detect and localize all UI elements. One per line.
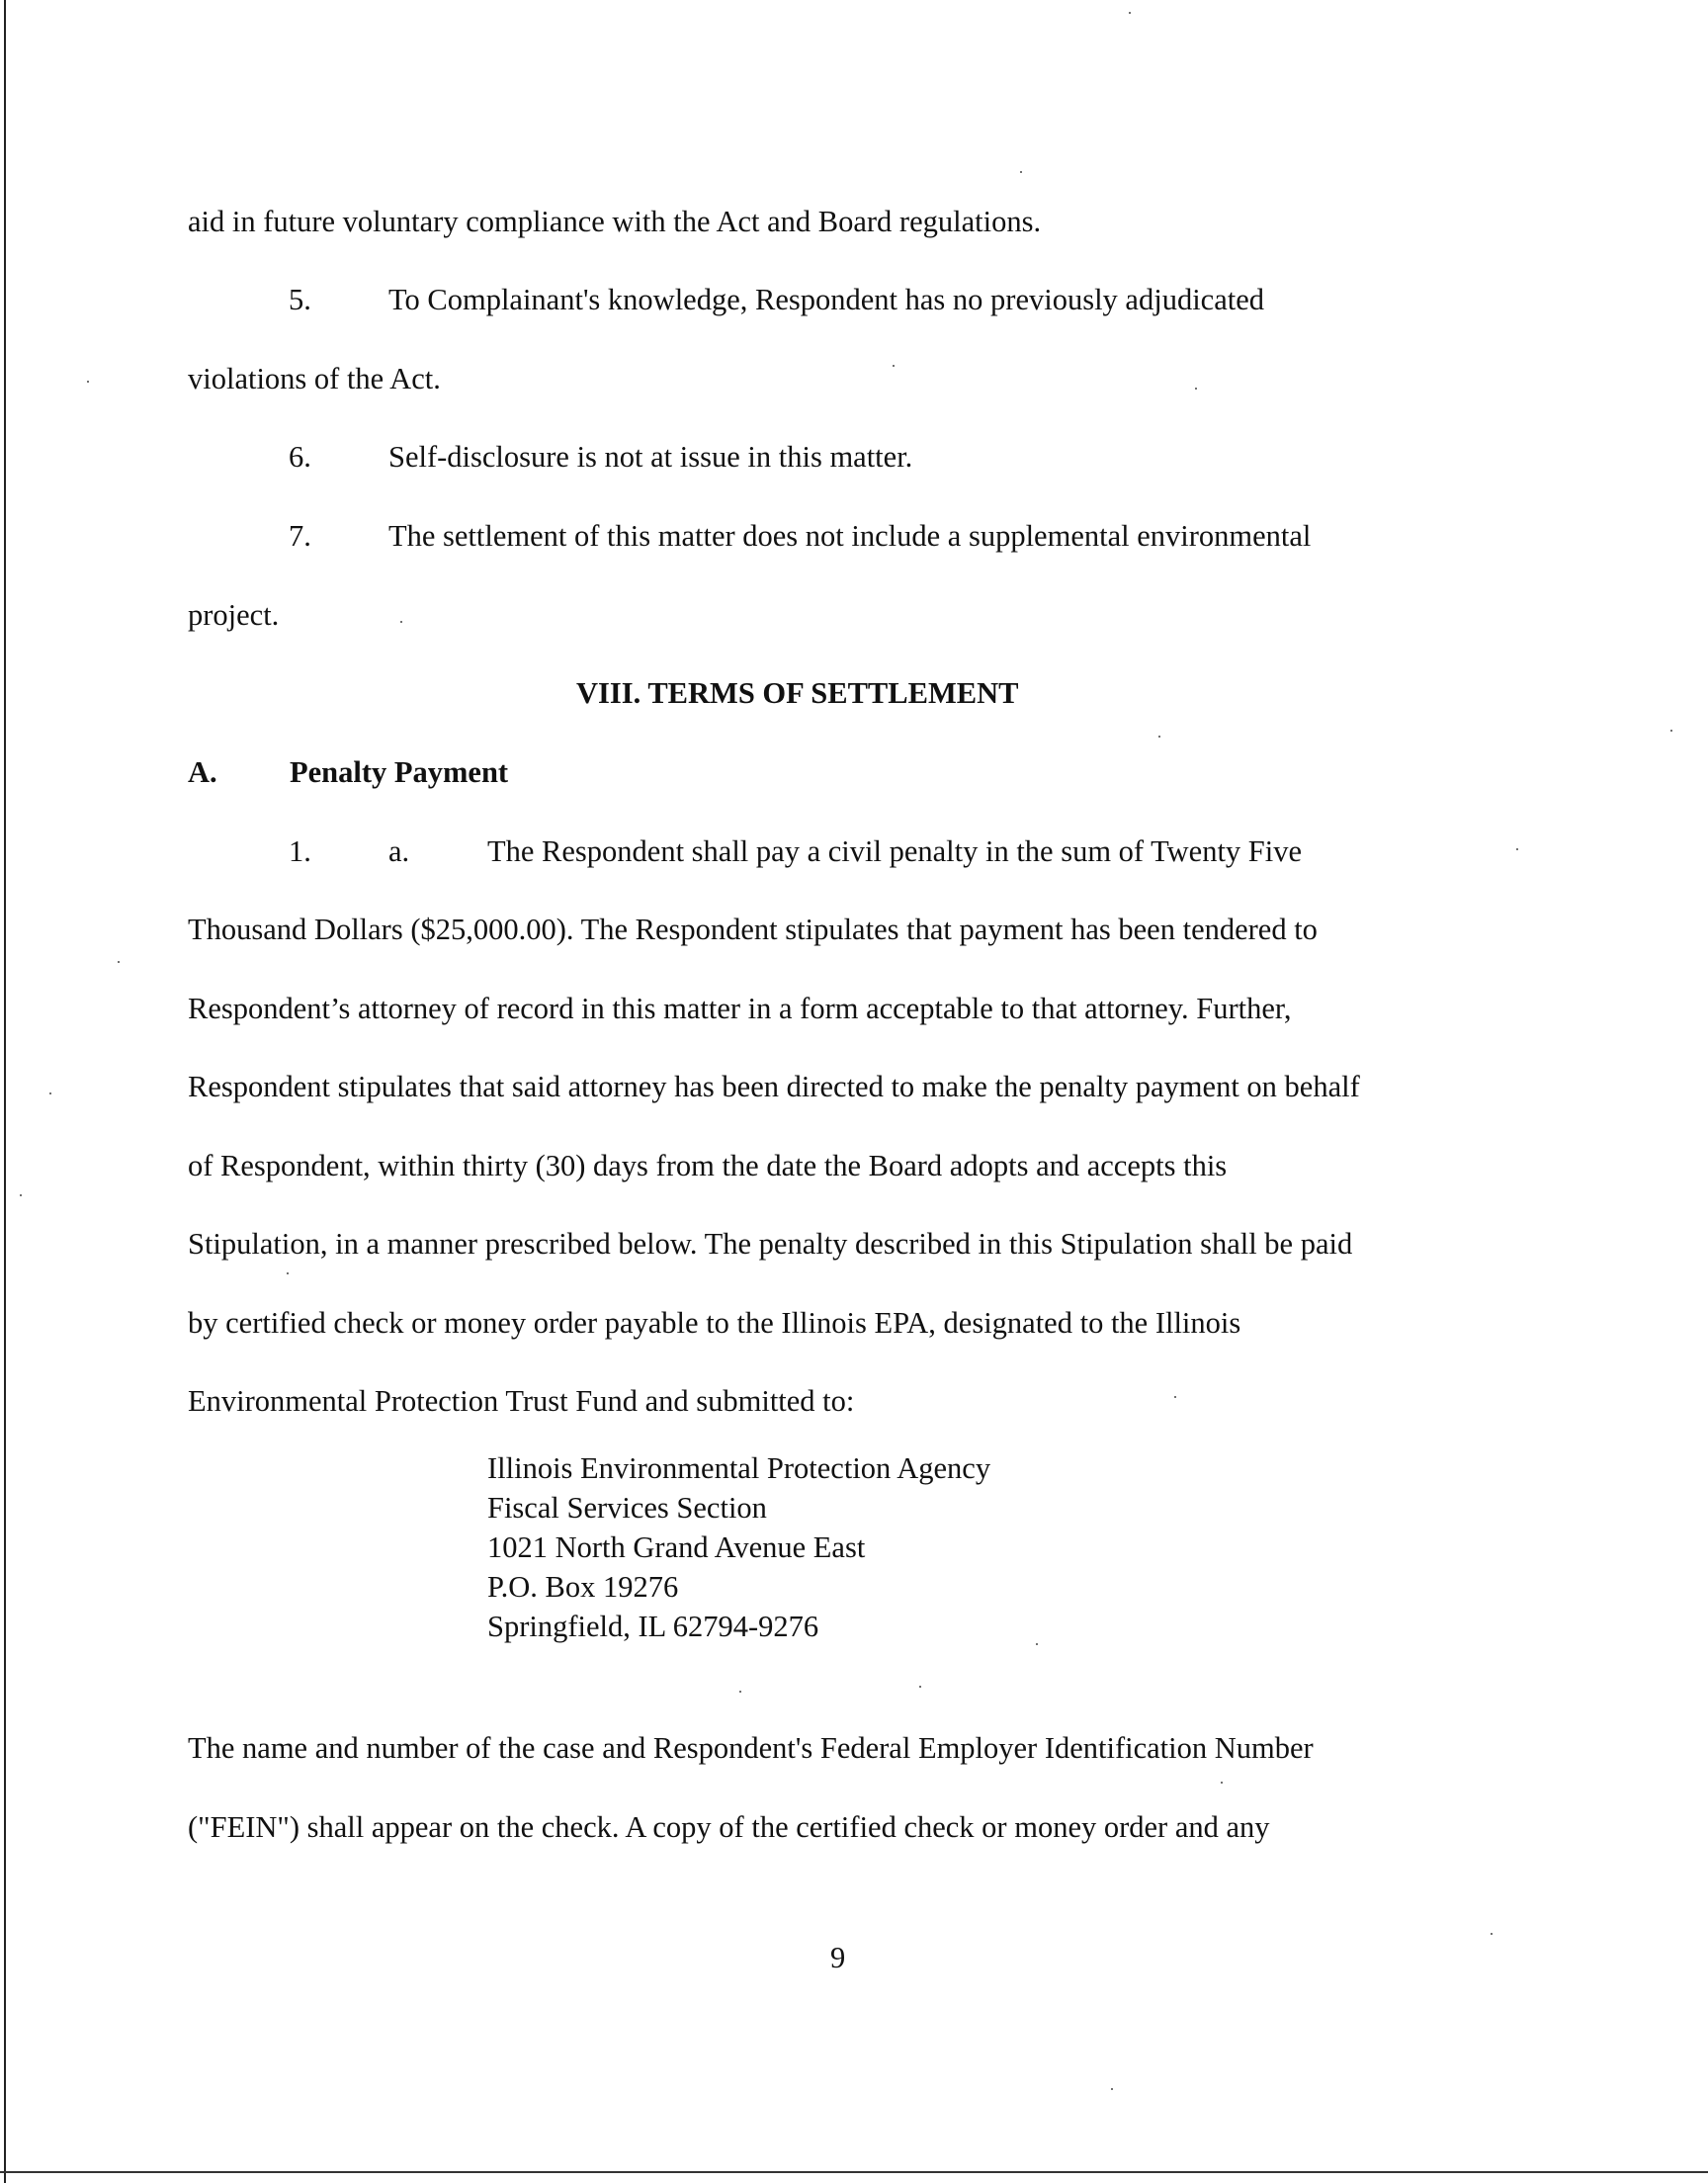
scan-speck: [1158, 736, 1160, 738]
paragraph-number: 7.: [289, 519, 311, 553]
address-line: 1021 North Grand Avenue East: [487, 1530, 866, 1564]
body-line: violations of the Act.: [188, 362, 441, 395]
paragraph-number: 6.: [289, 440, 311, 474]
scan-speck: [1129, 12, 1131, 14]
body-line: project.: [188, 598, 280, 632]
scan-bottom-border: [0, 2171, 1708, 2173]
address-line: Illinois Environmental Protection Agency: [487, 1451, 991, 1485]
address-line: P.O. Box 19276: [487, 1570, 679, 1604]
body-line: Thousand Dollars ($25,000.00). The Respondent stipulates that payment has been tendered to: [188, 913, 1318, 946]
scan-speck: [1020, 171, 1022, 173]
paragraph-number: 5.: [289, 283, 311, 316]
body-line: The name and number of the case and Respondent's Federal Employer Identification Number: [188, 1731, 1314, 1765]
scan-speck: [1036, 1643, 1038, 1645]
scan-speck: [400, 621, 402, 623]
page-number: 9: [830, 1941, 846, 1974]
scan-speck: [49, 1092, 51, 1094]
subparagraph-letter: a.: [388, 834, 410, 868]
scan-speck: [287, 1272, 289, 1274]
body-line: Respondent’s attorney of record in this matter in a form acceptable to that attorney. Further,: [188, 992, 1292, 1025]
subsection-title: Penalty Payment: [290, 755, 509, 789]
subsection-letter: A.: [188, 755, 217, 789]
scan-speck: [1221, 1782, 1223, 1784]
body-line: Stipulation, in a manner prescribed below. The penalty described in this Stipulation shall be paid: [188, 1227, 1353, 1261]
body-line: aid in future voluntary compliance with the Act and Board regulations.: [188, 205, 1042, 238]
scan-speck: [1491, 1933, 1493, 1935]
body-line: Respondent stipulates that said attorney has been directed to make the penalty payment on behalf: [188, 1070, 1360, 1103]
scan-speck: [1174, 1396, 1176, 1398]
body-line: ("FEIN") shall appear on the check. A copy of the certified check or money order and any: [188, 1810, 1270, 1844]
body-line: Environmental Protection Trust Fund and submitted to:: [188, 1384, 855, 1418]
body-line: by certified check or money order payable to the Illinois EPA, designated to the Illinois: [188, 1306, 1241, 1340]
scan-speck: [1670, 730, 1672, 732]
body-line: The settlement of this matter does not include a supplemental environmental: [388, 519, 1312, 553]
scan-speck: [118, 961, 120, 963]
body-line: To Complainant's knowledge, Respondent has no previously adjudicated: [388, 283, 1265, 316]
section-heading: VIII. TERMS OF SETTLEMENT: [576, 676, 1019, 710]
address-line: Springfield, IL 62794-9276: [487, 1610, 819, 1643]
scan-speck: [1195, 388, 1197, 390]
mailing-address: [487, 1448, 990, 1646]
scan-speck: [893, 365, 895, 367]
scan-speck: [87, 381, 89, 383]
address-line: Fiscal Services Section: [487, 1491, 767, 1525]
body-line: Self-disclosure is not at issue in this matter.: [388, 440, 913, 474]
scan-speck: [20, 1194, 22, 1196]
body-line: of Respondent, within thirty (30) days from the date the Board adopts and accepts this: [188, 1149, 1228, 1182]
scan-left-border: [4, 0, 6, 2183]
scan-speck: [1111, 2088, 1113, 2090]
scan-speck: [919, 1686, 921, 1688]
scan-speck: [1516, 848, 1518, 850]
body-line: The Respondent shall pay a civil penalty in the sum of Twenty Five: [487, 834, 1303, 868]
scan-speck: [739, 1691, 741, 1693]
paragraph-number: 1.: [289, 834, 311, 868]
